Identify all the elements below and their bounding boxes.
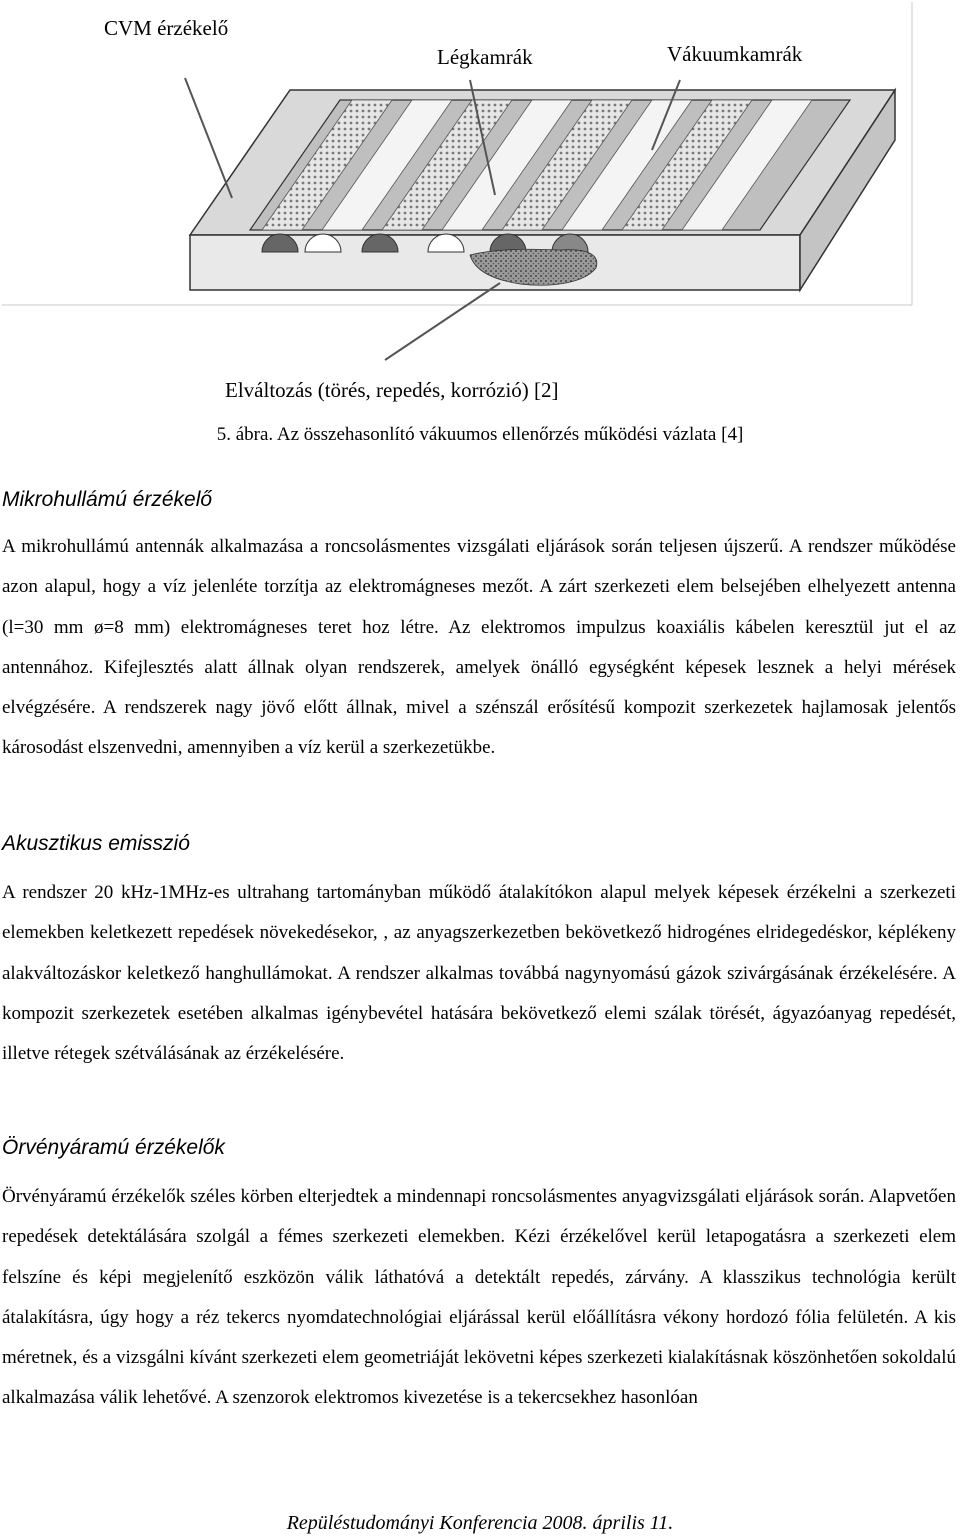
section-heading-eddy-current: Örvényáramú érzékelők (2, 1136, 225, 1159)
figure-caption: 5. ábra. Az összehasonlító vákuumos ellenőrzés működési vázlata [4] (216, 424, 744, 445)
section-heading-acoustic: Akusztikus emisszió (2, 832, 190, 855)
section-paragraph-microwave: A mikrohullámú antennák alkalmazása a roncsolásmentes vizsgálati eljárások során teljesen újszerű. A rendszer működése azon alapul, hogy a víz jelenléte torzítja az elektromágneses mezőt. A zárt szerkezeti elem belsejében elhelyezett antenna (l=30 mm ø=8 mm) elektromágneses teret hoz létre. Az elektromos impulzus koaxiális kábelen keresztül jut el az antennához. Kifejlesztés alatt állnak olyan rendszerek, amelyek önálló egységként képesek lesznek a helyi mérések elvégzésére. A rendszerek nagy jövő előtt állnak, mivel a szénszál erősítésű kompozit szerkezetek hajlamosak jelentős károsodást elszenvedni, amennyiben a víz kerül a szerkezetükbe. (2, 536, 956, 759)
section-paragraph-eddy-current: Örvényáramú érzékelők széles körben elterjedtek a mindennapi roncsolásmentes anyagvizsgálati eljárások során. Alapvetően repedések detektálására szolgál a fémes szerkezeti elemekben. Kézi érzékelővel kerül letapogatásra a szerkezeti elem felszíne és képi megjelenítő eszközön válik láthatóvá a detektált repedés, zárvány. A klasszikus technológia került átalakításra, úgy hogy a réz tekercs nyomdatechnológiai eljárással kerül előállításra vékony hordozó fólia felületén. A kis méretnek, és a vizsgálni kívánt szerkezeti elem geometriáját lekövetni képes szerkezeti kialakításnak köszönhetően sokoldalú alkalmazása válik lehetővé. A szenzorok elektromos kivezetése is a tekercsekhez hasonlóan (2, 1186, 956, 1409)
label-vacuum-chambers: Vákuumkamrák (667, 42, 803, 66)
label-cvm-sensor: CVM érzékelő (104, 16, 229, 40)
page-footer: Repüléstudományi Konferencia 2008. április 11. (286, 1512, 674, 1534)
section-heading-microwave: Mikrohullámú érzékelő (2, 488, 213, 511)
label-air-chambers: Légkamrák (437, 45, 533, 69)
figure (0, 0, 960, 410)
section-paragraph-acoustic: A rendszer 20 kHz-1MHz-es ultrahang tartományban működő átalakítókon alapul melyek képesek érzékelni a szerkezeti elemekben keletkezett repedések növekedésekor, , az anyagszerkezetben bekövetkező hidrogénes elridegedéskor, képlékeny alakváltozáskor keletkező hanghullámokat. A rendszer alkalmas továbbá nagynyomású gázok szivárgásának érzékelésére. A kompozit szerkezetek esetében alkalmas igénybevétel hatására bekövetkező elemi szálak törését, ágyazóanyag repedését, illetve rétegek szétválásának az érzékelésére. (2, 882, 956, 1065)
label-defect: Elváltozás (törés, repedés, korrózió) [2] (225, 378, 559, 402)
